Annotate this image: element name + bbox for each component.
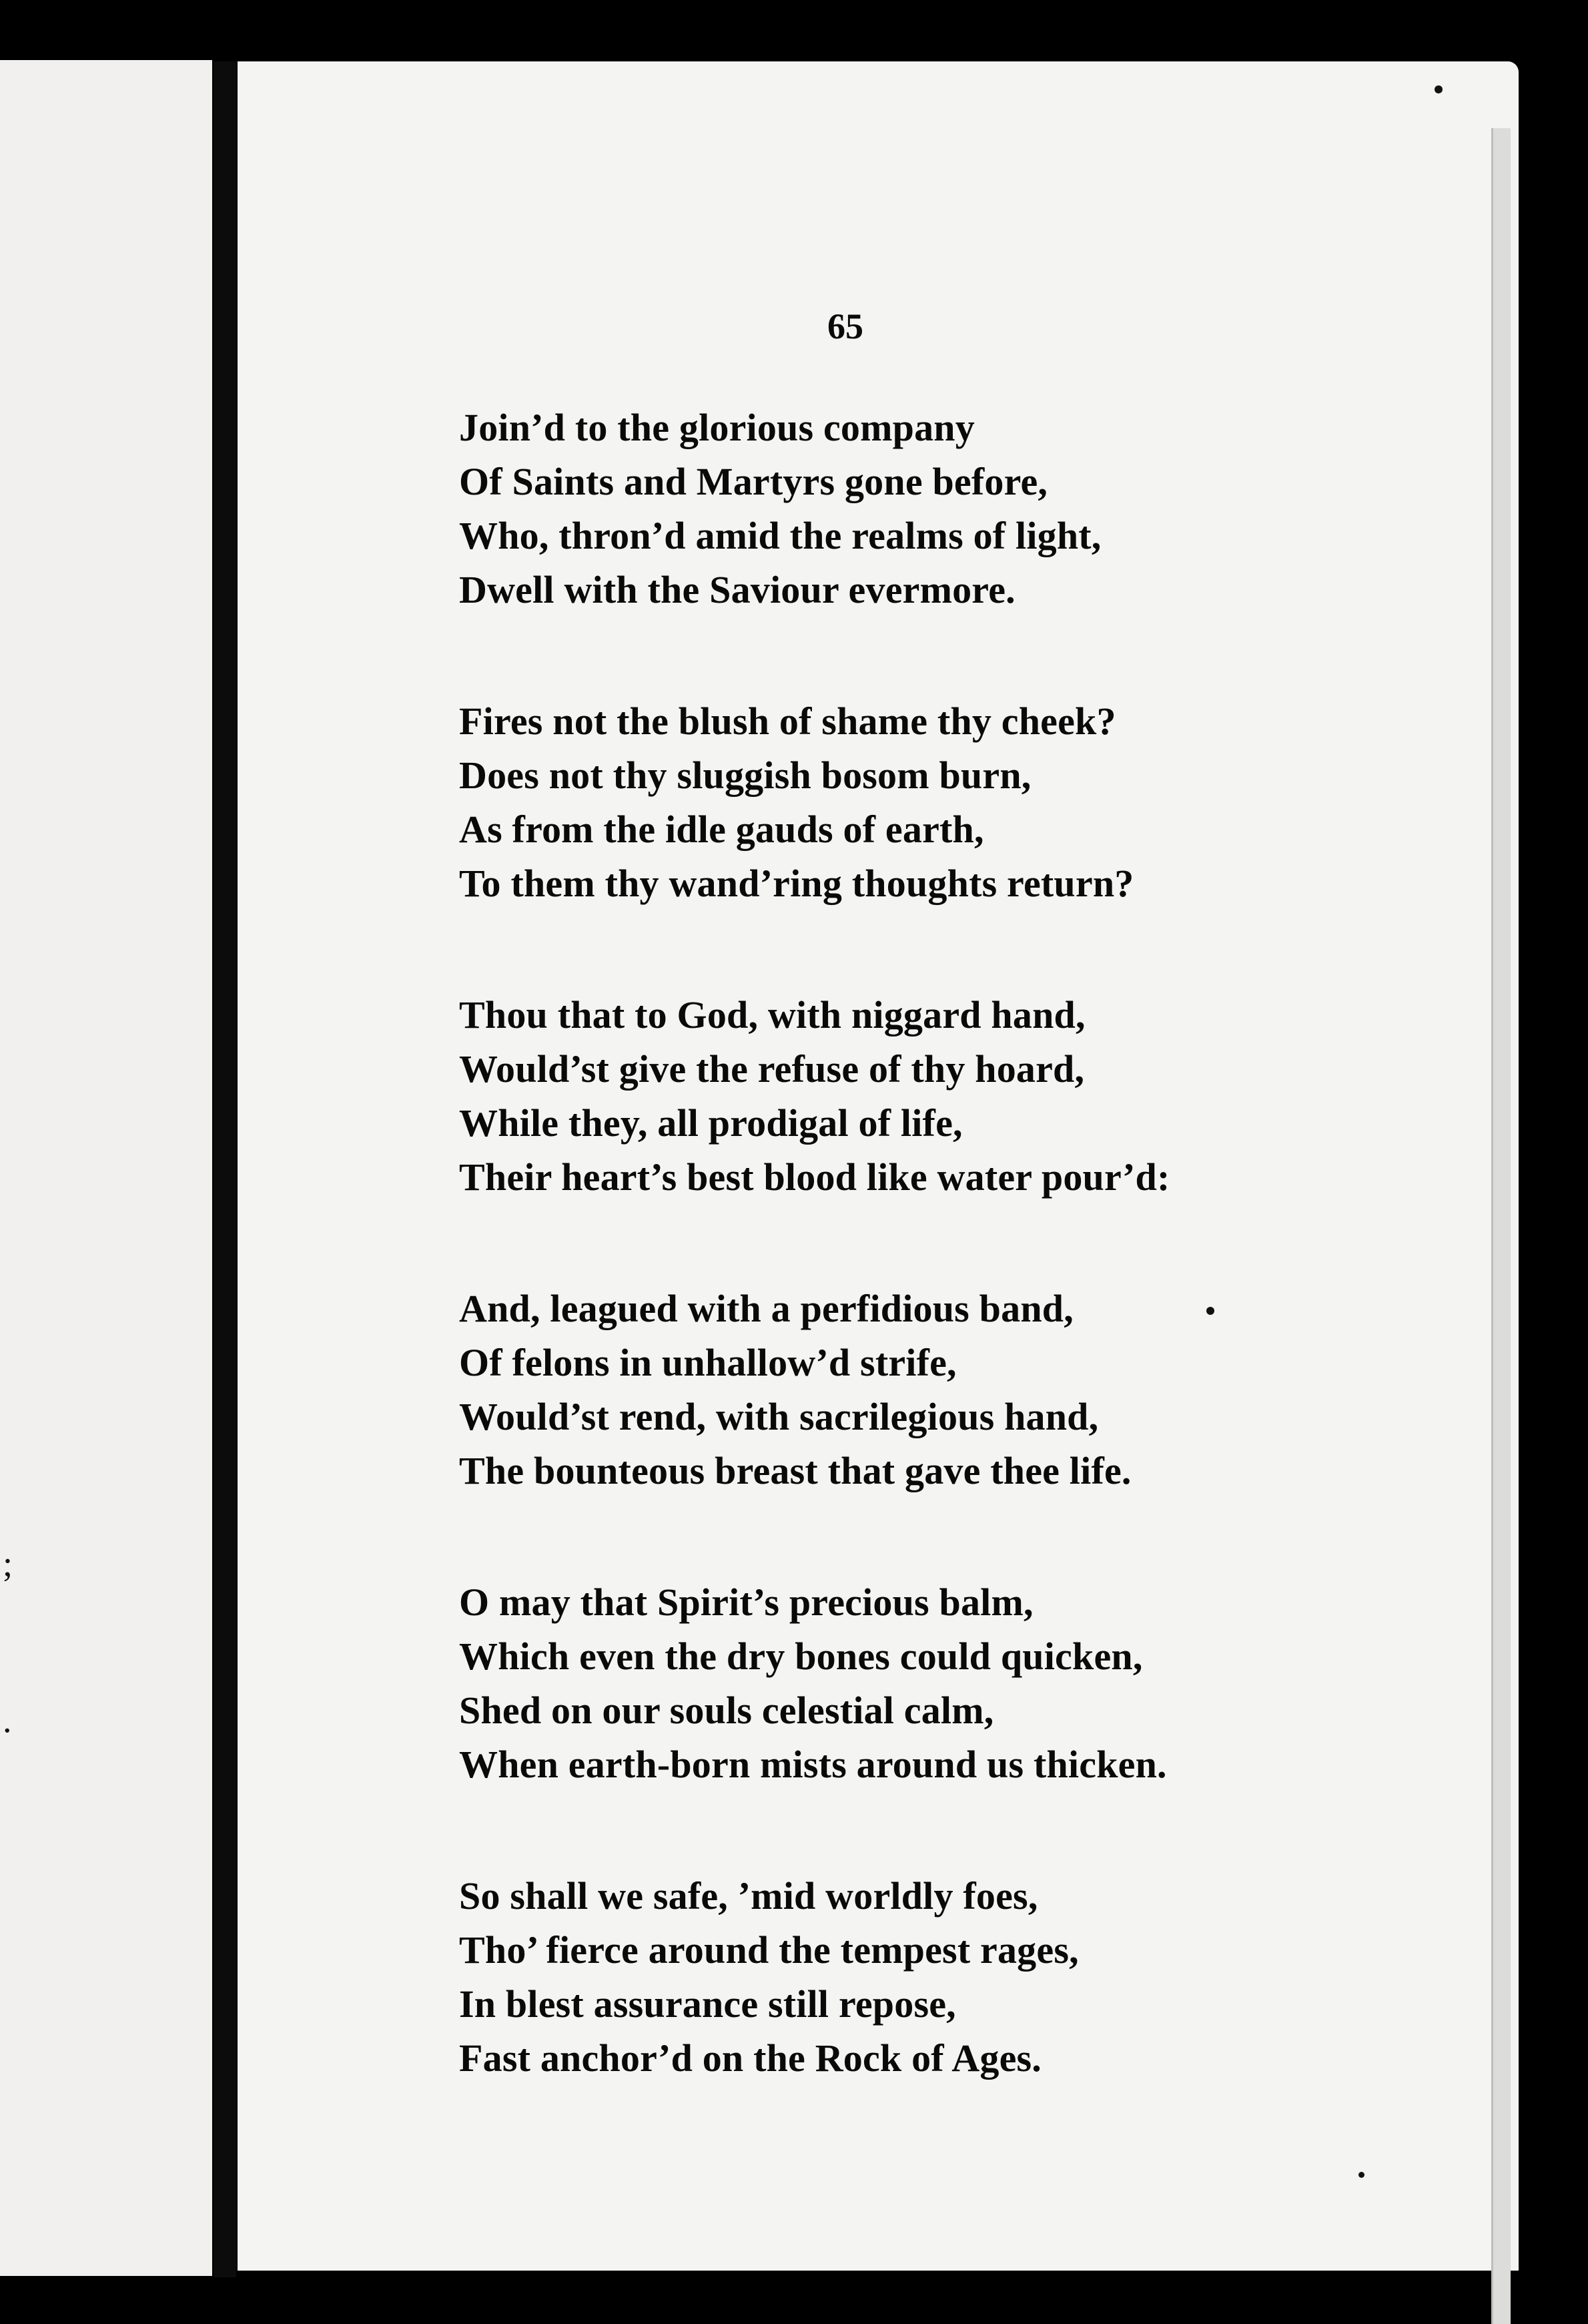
poem-line: The bounteous breast that gave thee life. [459,1449,1132,1492]
poem-line: Would’st rend, with sacrilegious hand, [459,1395,1099,1438]
poem-line: Of Saints and Martyrs gone before, [459,460,1048,503]
page-edge [1491,128,1511,2324]
poem-line: So shall we safe, ’mid worldly foes, [459,1874,1038,1918]
left-page [0,60,212,2276]
poem-line: Who, thron’d amid the realms of light, [459,514,1102,557]
left-page-mark: ; [3,1544,13,1584]
page-number: 65 [827,306,863,346]
poem-line: Thou that to God, with niggard hand, [459,993,1086,1037]
poem-line: Fires not the blush of shame thy cheek? [459,699,1116,743]
poem-line: Shed on our souls celestial calm, [459,1689,994,1732]
stanza [459,1281,1460,1498]
poem-line: In blest assurance still repose, [459,1982,956,2026]
poem-line: Would’st give the refuse of thy hoard, [459,1047,1085,1091]
ink-speck [1206,1307,1214,1315]
stanza [459,988,1460,1204]
poem-line: Join’d to the glorious company [459,406,975,449]
poem-line: O may that Spirit’s precious balm, [459,1580,1034,1624]
poem [459,400,1460,2162]
poem-line: And, leagued with a perfidious band, [459,1287,1074,1330]
stanza [459,400,1460,617]
poem-line: Tho’ fierce around the tempest rages, [459,1928,1079,1972]
ink-speck [1435,85,1443,93]
poem-line: Their heart’s best blood like water pour’d: [459,1155,1170,1199]
poem-line: Does not thy sluggish bosom burn, [459,754,1032,797]
poem-line: Of felons in unhallow’d strife, [459,1341,957,1384]
stanza [459,1869,1460,2085]
poem-line: To them thy wand’ring thoughts return? [459,862,1134,905]
left-page-mark: . [3,1700,12,1740]
stanza [459,694,1460,910]
poem-line: While they, all prodigal of life, [459,1101,963,1145]
book-spine [214,61,236,2277]
poem-line: When earth-born mists around us thicken. [459,1743,1167,1786]
ink-speck [1358,2172,1364,2178]
poem-line: As from the idle gauds of earth, [459,808,984,851]
poem-line: Dwell with the Saviour evermore. [459,568,1016,611]
poem-line: Which even the dry bones could quicken, [459,1635,1143,1678]
poem-line: Fast anchor’d on the Rock of Ages. [459,2036,1042,2080]
stanza [459,1575,1460,1791]
